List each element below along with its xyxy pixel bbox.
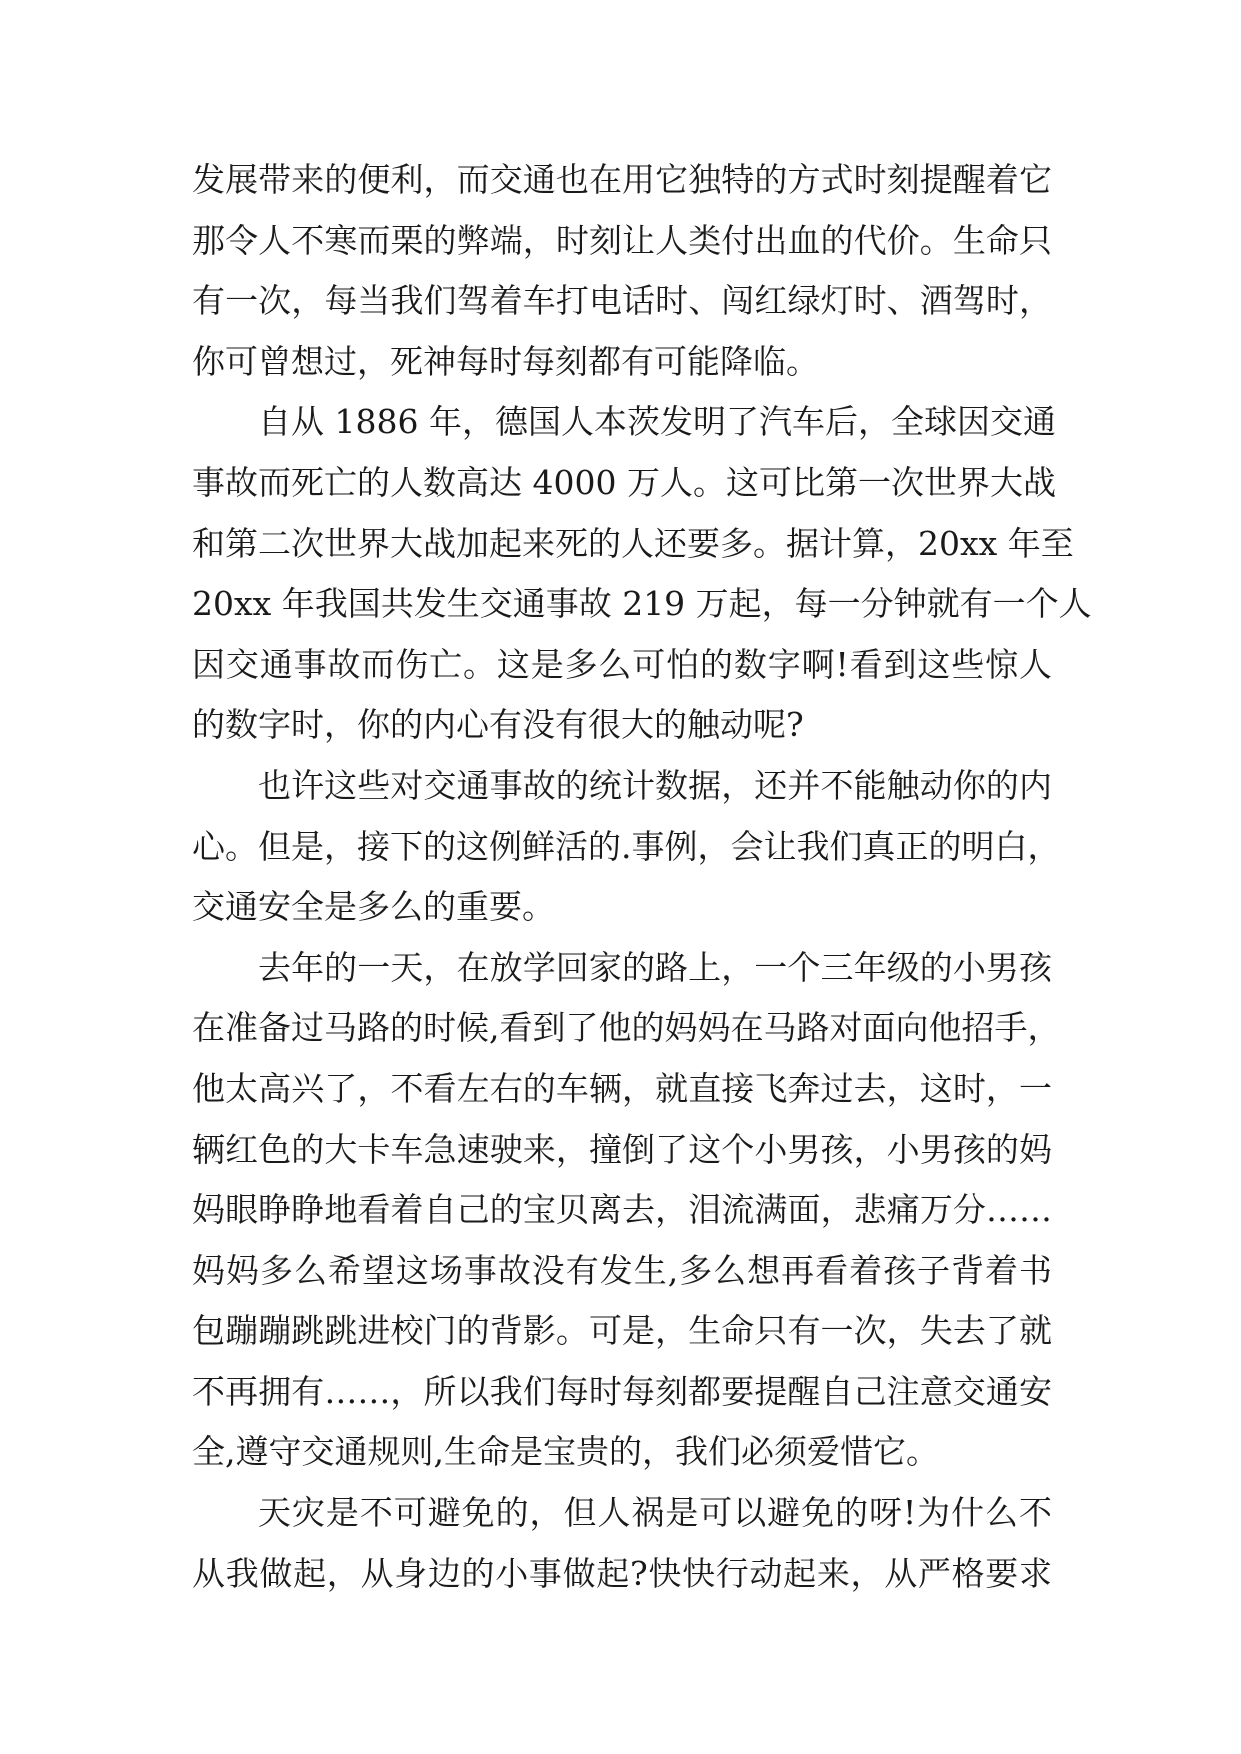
text-line: 有一次，每当我们驾着车打电话时、闯红绿灯时、酒驾时， [192,281,1052,321]
paragraph-first-line: 去年的一天，在放学回家的路上，一个三年级的小男孩 [258,947,1052,987]
text-line: 全,遵守交通规则,生命是宝贵的，我们必须爱惜它。 [192,1432,939,1472]
text-line: 那令人不寒而栗的弊端，时刻让人类付出血的代价。生命只 [192,220,1052,260]
text-line: 他太高兴了，不看左右的车辆，就直接飞奔过去，这时，一 [192,1068,1052,1108]
text-line: 和第二次世界大战加起来死的人还要多。据计算，20xx 年至 [192,523,1074,563]
text-line: 心。但是，接下的这例鲜活的.事例，会让我们真正的明白， [192,826,1061,866]
text-line: 交通安全是多么的重要。 [192,887,555,927]
text-line: 从我做起，从身边的小事做起?快快行动起来，从严格要求 [192,1553,1052,1593]
text-line: 事故而死亡的人数高达 4000 万人。这可比第一次世界大战 [192,462,1056,502]
text-line: 包蹦蹦跳跳进校门的背影。可是，生命只有一次，失去了就 [192,1311,1052,1351]
paragraph-first-line: 也许这些对交通事故的统计数据，还并不能触动你的内 [258,765,1052,805]
text-line: 在准备过马路的时候,看到了他的妈妈在马路对面向他招手， [192,1008,1061,1048]
text-line: 因交通事故而伤亡。这是多么可怕的数字啊!看到这些惊人 [192,644,1052,684]
text-line: 妈妈多么希望这场事故没有发生,多么想再看着孩子背着书 [192,1250,1052,1290]
text-line: 辆红色的大卡车急速驶来，撞倒了这个小男孩，小男孩的妈 [192,1129,1052,1169]
text-line: 你可曾想过，死神每时每刻都有可能降临。 [192,341,819,381]
paragraph-first-line: 自从 1886 年，德国人本茨发明了汽车后，全球因交通 [258,402,1056,442]
text-line: 妈眼睁睁地看着自己的宝贝离去，泪流满面，悲痛万分…… [192,1190,1052,1230]
text-line: 20xx 年我国共发生交通事故 219 万起，每一分钟就有一个人 [192,584,1092,624]
text-line: 不再拥有……，所以我们每时每刻都要提醒自己注意交通安 [192,1371,1052,1411]
paragraph-first-line: 天灾是不可避免的，但人祸是可以避免的呀!为什么不 [258,1493,1052,1533]
text-line: 的数字时，你的内心有没有很大的触动呢? [192,705,804,745]
text-line: 发展带来的便利，而交通也在用它独特的方式时刻提醒着它 [192,160,1052,199]
body-text [192,150,1092,1604]
